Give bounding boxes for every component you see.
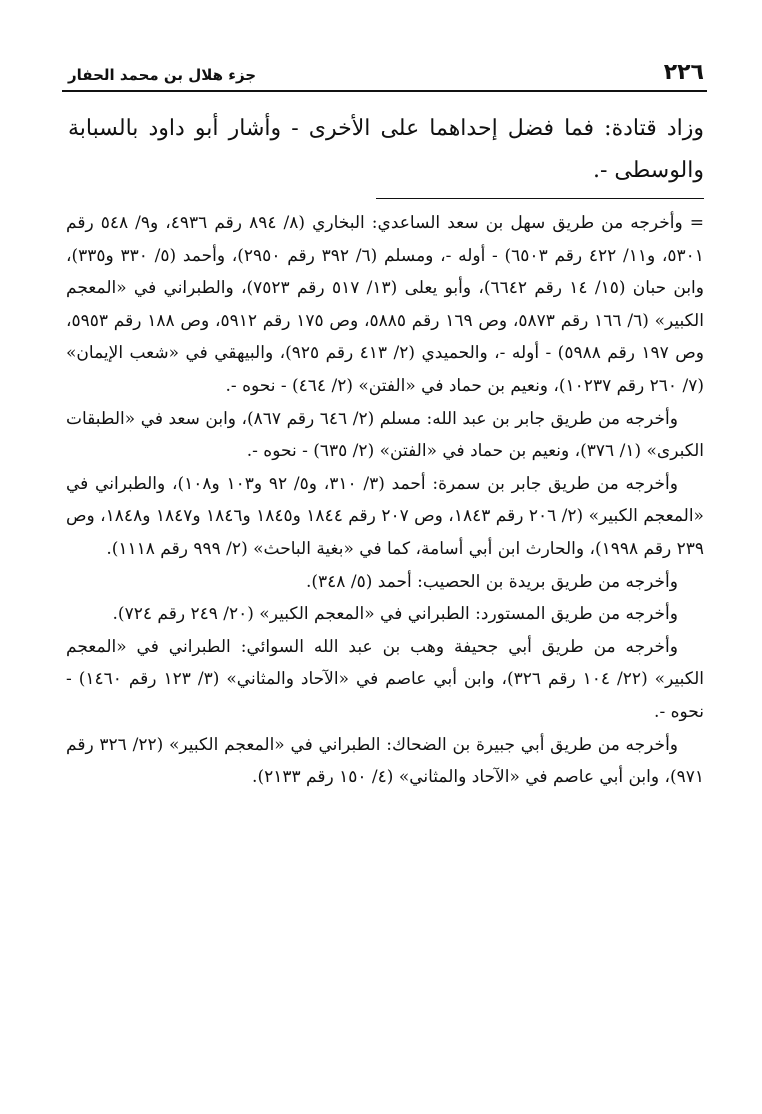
running-title: جزء هلال بن محمد الحفار (68, 66, 257, 84)
header-rule (62, 90, 707, 92)
main-paragraph: وزاد قتادة: فما فضل إحداهما على الأخرى - وأشار أبو داود بالسبابة والوسطى -. (68, 116, 704, 183)
footnotes (66, 207, 704, 794)
page-number: ٢٢٦ (663, 60, 704, 85)
footnote-paragraph-buraida: وأخرجه من طريق بريدة بن الحصيب: أحمد (٥/ ٣٤٨). (305, 571, 678, 592)
page-header (68, 54, 704, 86)
footnote-paragraph-mustawrid: وأخرجه من طريق المستورد: الطبراني في «المعجم الكبير» (٢٠/ ٢٤٩ رقم ٧٢٤). (112, 604, 678, 625)
footnote-separator (376, 198, 704, 199)
footnote-paragraph-abu-jubaira: وأخرجه من طريق أبي جبيرة بن الضحاك: الطبراني في «المعجم الكبير» (٢٢/ ٣٢٦ رقم ٩٧١)، وابن أبي عاصم في «الآحاد والمثاني» (٤/ ١٥٠ رقم ٢١٣٣). (66, 734, 704, 788)
footnote-paragraph-jabir-abdullah: وأخرجه من طريق جابر بن عبد الله: مسلم (٢/ ٦٤٦ رقم ٨٦٧)، وابن سعد في «الطبقات الكبرى» (١/ ٣٧٦)، ونعيم بن حماد في «الفتن» (٢/ ٦٣٥) - نحوه -. (66, 408, 704, 462)
main-text (68, 108, 704, 192)
footnote-paragraph-sahl: = وأخرجه من طريق سهل بن سعد الساعدي: البخاري (٨/ ٨٩٤ رقم ٤٩٣٦، و٩/ ٥٤٨ رقم ٥٣٠١، و١١/ ٤٢٢ رقم ٦٥٠٣) - أوله -، ومسلم (٦/ ٣٩٢ رقم ٢٩٥٠)، وأحمد (٥/ ٣٣٠ و٣٣٥)، وابن حبان (١٥/ ١٤ رقم ٦٦٤٢)، وأبو يعلى (١٣/ ٥١٧ رقم ٧٥٢٣)، والطبراني في «المعجم الكبير» (٦/ ١٦٦ رقم ٥٨٧٣، وص ١٦٩ رقم ٥٨٨٥، وص ١٧٥ رقم ٥٩١٢، وص ١٨٨ رقم ٥٩٥٣، وص ١٩٧ رقم ٥٩٨٨) - أوله -، والحميدي (٢/ ٤١٣ رقم ٩٢٥)، والبيهقي في «شعب الإيمان» (٧/ ٢٦٠ رقم ١٠٢٣٧)، ونعيم بن حماد في «الفتن» (٢/ ٤٦٤) - نحوه -. (66, 213, 705, 396)
footnote-paragraph-jabir-samura: وأخرجه من طريق جابر بن سمرة: أحمد (٣/ ٣١٠، و٥/ ٩٢ و١٠٣ و١٠٨)، والطبراني في «المعجم الكبير» (٢/ ٢٠٦ رقم ١٨٤٣، وص ٢٠٧ رقم ١٨٤٤ و١٨٤٥ و١٨٤٦ و١٨٤٧ و١٨٤٨، وص ٢٣٩ رقم ١٩٩٨)، والحارث ابن أبي أسامة، كما في «بغية الباحث» (٢/ ٩٩٩ رقم ١١١٨). (66, 473, 704, 559)
footnote-paragraph-abu-juhaifa: وأخرجه من طريق أبي جحيفة وهب بن عبد الله السوائي: الطبراني في «المعجم الكبير» (٢٢/ ١٠٤ رقم ٣٢٦)، وابن أبي عاصم في «الآحاد والمثاني» (٣/ ١٢٣ رقم ١٤٦٠) - نحوه -. (66, 636, 705, 722)
